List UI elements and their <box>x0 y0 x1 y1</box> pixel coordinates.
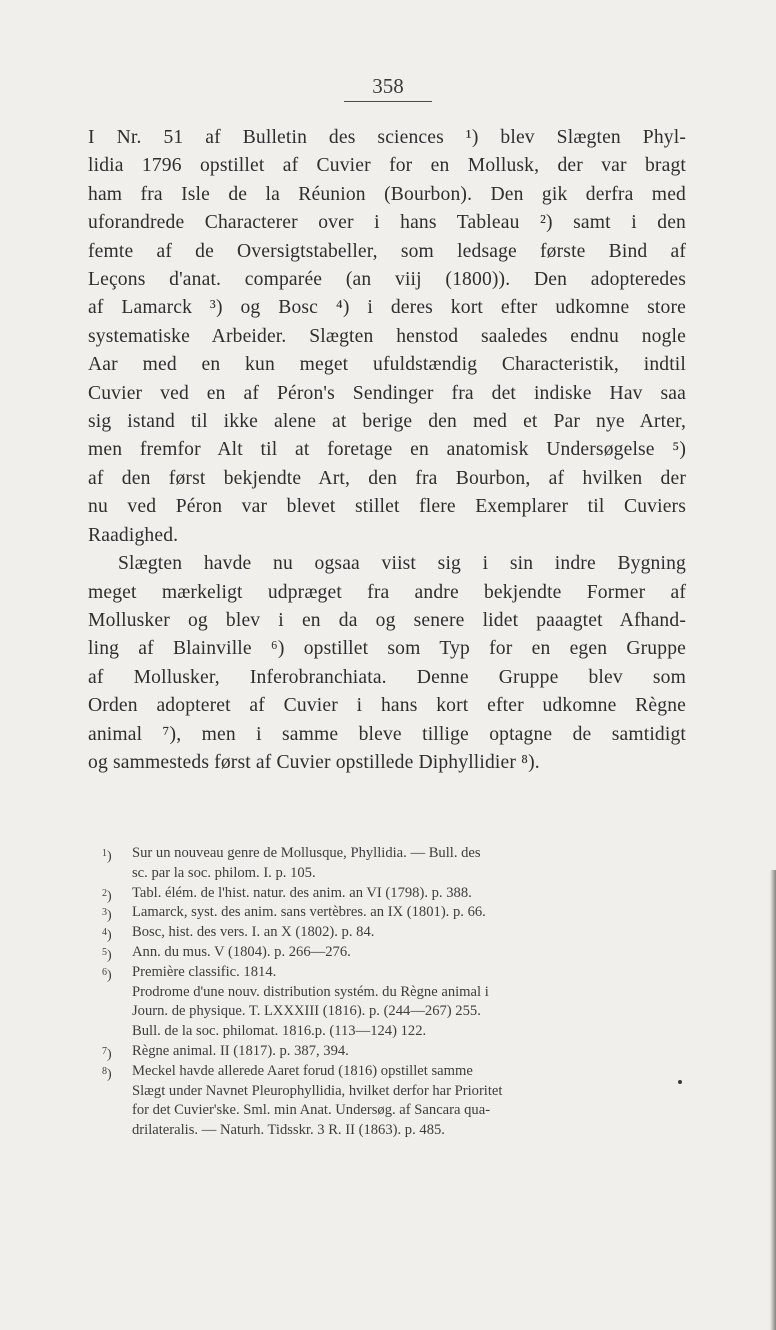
footnote-line: Slægt under Navnet Pleurophyllidia, hvilket derfor har Prioritet <box>132 1082 503 1099</box>
body-line: Cuvier ved en af Péron's Sendinger fra det indiske Hav saa <box>88 382 686 404</box>
footnote-line: Bull. de la soc. philomat. 1816.p. (113—124) 122. <box>132 1023 427 1040</box>
body-line: af Lamarck ³) og Bosc ⁴) i deres kort efter udkomne store <box>88 297 686 319</box>
footnote-line: $^3$) Lamarck, syst. des anim. sans vertèbres. an IX (1801). p. 66. <box>102 903 688 923</box>
body-line: femte af de Oversigtstabeller, som ledsage første Bind af <box>88 240 686 262</box>
page-number: 358 <box>372 74 404 98</box>
body-text <box>88 124 686 777</box>
body-line: og sammesteds først af Cuvier opstillede Diphyllidier ⁸). <box>88 751 540 773</box>
body-line: Aar med en kun meget ufuldstændig Characteristik, indtil <box>88 354 686 376</box>
body-line: uforandrede Characterer over i hans Tableau ²) samt i den <box>88 212 686 234</box>
body-line: systematiske Arbeider. Slægten henstod saaledes endnu nogle <box>88 325 686 347</box>
footnote-line: $^7$) Règne animal. II (1817). p. 387, 394. <box>102 1042 688 1062</box>
body-line: Mollusker og blev i en da og senere lidet paaagtet Afhand- <box>88 609 686 631</box>
body-line: I Nr. 51 af Bulletin des sciences ¹) blev Slægten Phyl- <box>88 127 686 148</box>
stray-dot-mark <box>678 1080 682 1084</box>
footnote-line: sc. par la soc. philom. I. p. 105. <box>132 864 316 881</box>
footnotes <box>102 844 688 1141</box>
body-line: af Mollusker, Inferobranchiata. Denne Gruppe blev som <box>88 666 686 688</box>
footnote-marker: $^6$) <box>102 966 112 983</box>
body-line: meget mærkeligt udpræget fra andre bekjendte Former af <box>88 581 686 603</box>
footnote-marker: $^3$) <box>102 907 112 924</box>
footnote-marker: $^2$) <box>102 887 112 904</box>
body-line: animal ⁷), men i samme bleve tillige optagne de samtidigt <box>88 723 686 745</box>
footnote-marker: $^4$) <box>102 927 112 944</box>
body-line: sig istand til ikke alene at berige den med et Par nye Arter, <box>88 411 686 433</box>
page-edge-shadow <box>770 870 776 1330</box>
footnote-line: drilateralis. — Naturh. Tidsskr. 3 R. II (1863). p. 485. <box>132 1122 445 1139</box>
footnote-line: $^8$) Meckel havde allerede Aaret forud (1816) opstillet samme <box>102 1062 688 1082</box>
body-line: ling af Blainville ⁶) opstillet som Typ for en egen Gruppe <box>88 638 686 660</box>
footnote-line: $^4$) Bosc, hist. des vers. I. an X (1802). p. 84. <box>102 923 688 943</box>
footnote-marker: $^1$) <box>102 848 112 864</box>
footnote-line: $^6$) Première classific. 1814. <box>102 963 688 983</box>
footnote-line: $^2$) Tabl. élém. de l'hist. natur. des anim. an VI (1798). p. 388. <box>102 884 688 904</box>
footnote-marker: $^5$) <box>102 946 112 963</box>
body-line: ham fra Isle de la Réunion (Bourbon). Den gik derfra med <box>88 183 686 205</box>
body-line: Orden adopteret af Cuvier i hans kort efter udkomne Règne <box>88 695 686 717</box>
body-line: Raadighed. <box>88 524 179 546</box>
body-line: Slægten havde nu ogsaa viist sig i sin indre Bygning <box>118 553 686 575</box>
footnote-line: Prodrome d'une nouv. distribution systém. du Règne animal i <box>132 983 489 1000</box>
footnote-line: for det Cuvier'ske. Sml. min Anat. Undersøg. af Sancara qua- <box>132 1102 491 1119</box>
footnote-marker: $^8$) <box>102 1065 112 1082</box>
footnote-line: $^1$) Sur un nouveau genre de Mollusque, Phyllidia. — Bull. des <box>102 844 688 864</box>
body-line: af den først bekjendte Art, den fra Bourbon, af hvilken der <box>88 467 686 489</box>
body-line: men fremfor Alt til at foretage en anatomisk Undersøgelse ⁵) <box>88 439 686 461</box>
footnote-line: $^5$) Ann. du mus. V (1804). p. 266—276. <box>102 943 688 963</box>
body-line: Leçons d'anat. comparée (an viij (1800)). Den adopteredes <box>88 269 686 291</box>
body-line: nu ved Péron var blevet stillet flere Exemplarer til Cuviers <box>88 496 686 518</box>
footnote-marker: $^7$) <box>102 1045 112 1062</box>
footnote-line: Journ. de physique. T. LXXXIII (1816). p. (244—267) 255. <box>132 1003 481 1020</box>
page-number-rule <box>344 101 432 102</box>
body-line: lidia 1796 opstillet af Cuvier for en Mollusk, der var bragt <box>88 155 686 177</box>
